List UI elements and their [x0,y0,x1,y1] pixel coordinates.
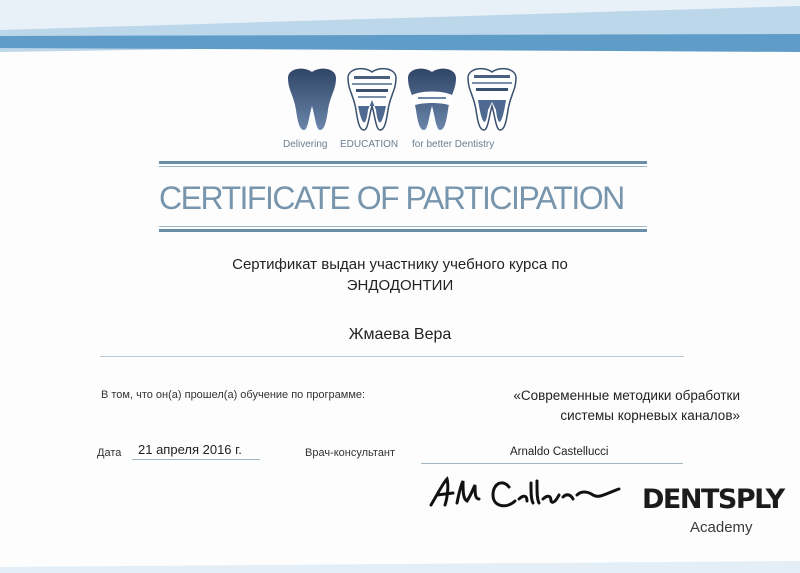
doctor-name: Arnaldo Castellucci [510,446,609,458]
program-name-line-1: «Современные методики обработки [513,388,740,403]
date-label: Дата [97,447,122,459]
title-rule-bottom [159,229,647,232]
dentsply-academy-label: Academy [690,519,753,536]
participant-name-rule [100,356,684,357]
doctor-label: Врач-консультант [305,447,396,459]
date-rule [132,459,260,460]
doctor-rule [421,463,683,464]
certificate-title: CERTIFICATE OF PARTICIPATION [159,180,624,216]
tagline-for-better-dentistry: for better Dentistry [412,139,495,150]
tooth-wordcloud-icon [408,69,456,130]
program-name [440,386,740,426]
bottom-decorative-band [0,559,800,573]
issued-line: Сертификат выдан участнику учебного курса по [232,256,568,273]
title-rule-top [159,161,647,164]
tooth-icon [288,69,336,130]
title-rule-top-thin [159,166,647,167]
participant-name: Жмаева Вера [348,326,452,343]
tooth-wordcloud-icon [348,69,396,130]
signature [423,465,653,521]
top-decorative-band [0,0,800,52]
title-rule-bottom-thin [159,226,647,227]
tagline-education: EDUCATION [340,139,399,150]
date-value: 21 апреля 2016 г. [138,442,242,457]
tooth-wordcloud-icon [468,69,516,130]
program-label: В том, что он(а) прошел(а) обучение по программе: [101,389,366,401]
course-name: ЭНДОДОНТИИ [346,277,454,294]
program-name-line-2: системы корневых каналов» [560,408,740,423]
tagline-delivering: Delivering [283,139,328,150]
teeth-illustration [282,66,522,138]
dentsply-logo: DENTSPLY [642,484,784,515]
